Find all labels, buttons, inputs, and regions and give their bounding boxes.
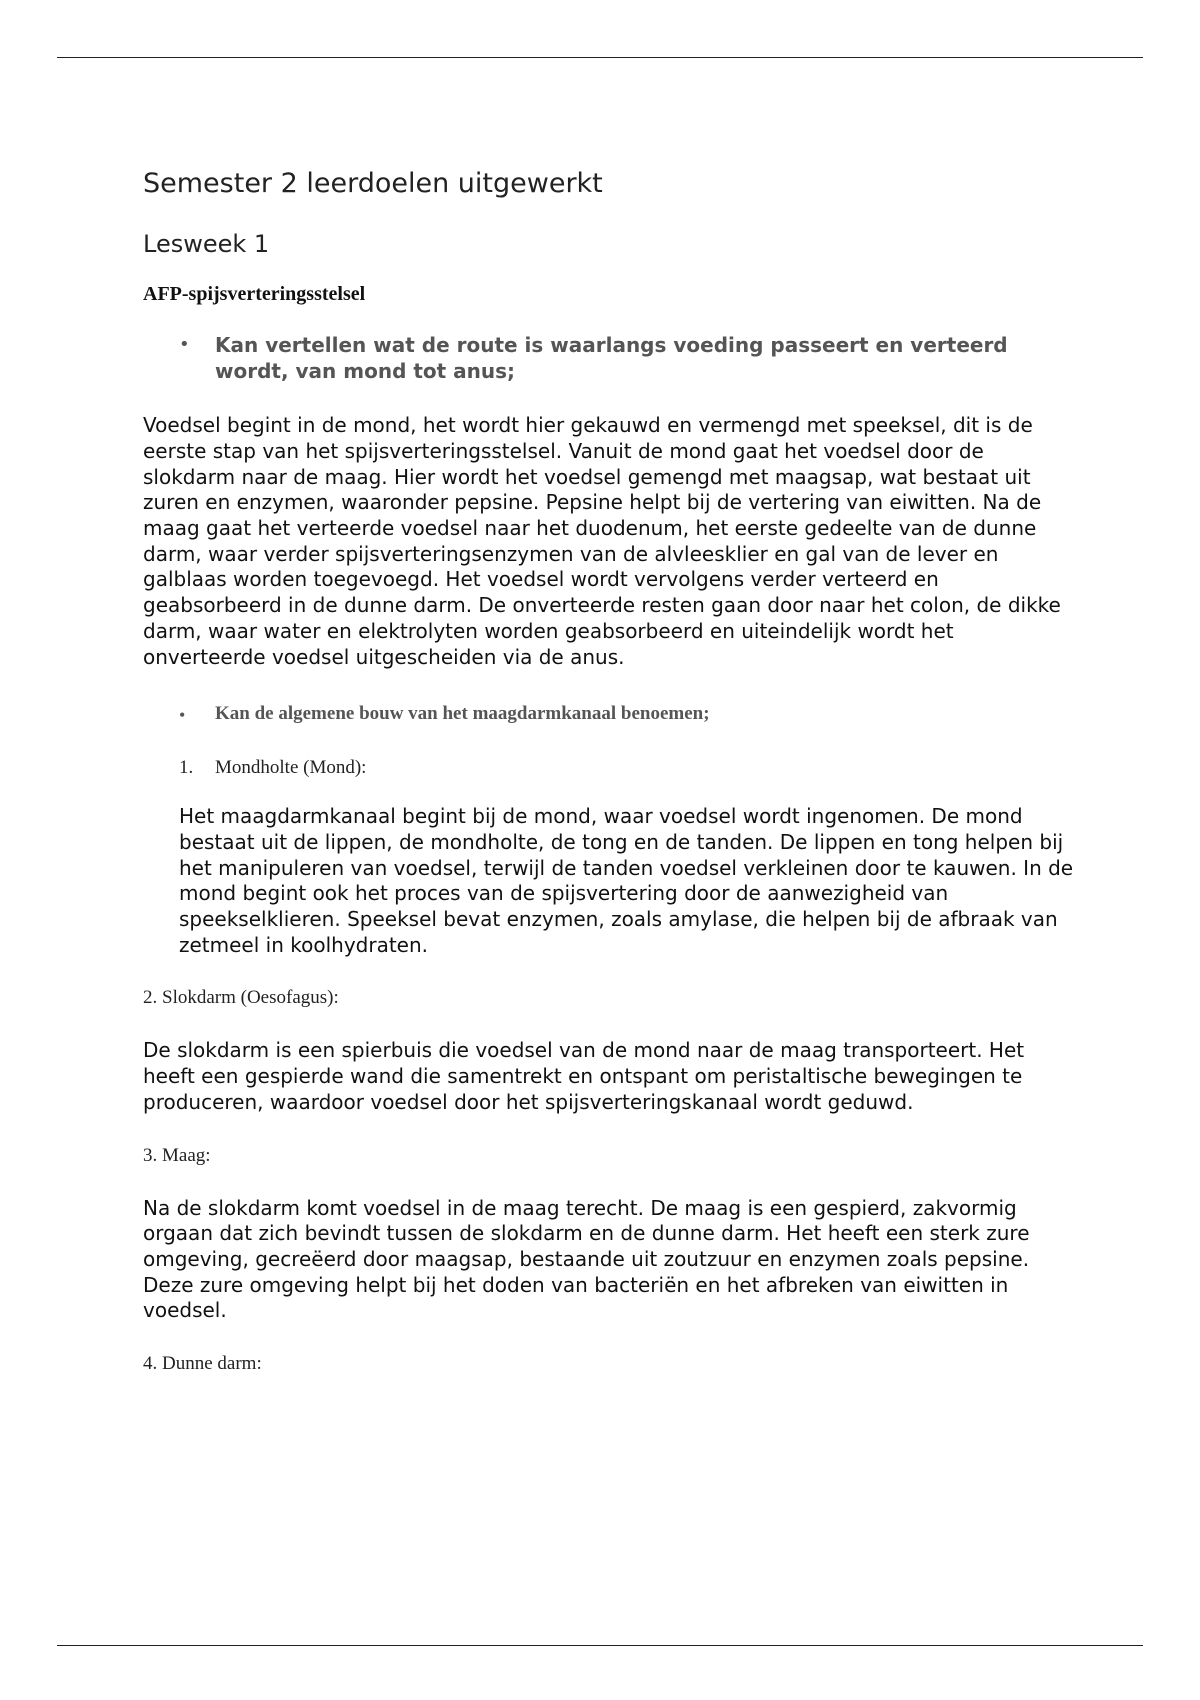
learning-goal-2-text: Kan de algemene bouw van het maagdarmkanaal benoemen; — [215, 703, 710, 725]
slokdarm-heading: 2. Slokdarm (Oesofagus): — [143, 987, 339, 1009]
slokdarm-paragraph: De slokdarm is een spierbuis die voedsel van de mond naar de maag transporteert. Het heeft een gespierde wand die samentrekt en ontspant om peristaltische bewegingen te produceren, waardoor voedsel door het spijsverteringskanaal wordt geduwd. — [143, 1038, 1025, 1114]
learning-goal-2 — [179, 702, 1073, 728]
list-item-number: 1. — [179, 757, 194, 779]
route-paragraph: Voedsel begint in de mond, het wordt hier gekauwd en vermengd met speeksel, dit is de eerste stap van het spijsverteringsstelsel. Vanuit de mond gaat het voedsel door de slokdarm naar de maag. Hier wordt het voedsel gemengd met maagsap, wat bestaat uit zuren en enzymen, waaronder pepsine. Pepsine helpt bij de vertering van eiwitten. Na de maag gaat het verteerde voedsel naar het duodenum, het eerste gedeelte van de dunne darm, waar verder spijsverteringsenzymen van de alvleesklier en gal van de lever en galblaas worden toegevoegd. Het voedsel wordt vervolgens verder verteerd en geabsorbeerd in de dunne darm. De onverteerde resten gaan door naar het colon, de dikke darm, waar water en elektrolyten worden geabsorbeerd en uiteindelijk wordt het onverteerde voedsel uitgescheiden via de anus. — [143, 413, 1061, 669]
learning-goal-1-text: Kan vertellen wat de route is waarlangs voeding passeert en verteerd wordt, van mond tot anus; — [215, 333, 1008, 384]
week-heading: Lesweek 1 — [143, 230, 270, 259]
bullet-icon: • — [179, 705, 186, 726]
list-item-mondholte — [179, 756, 1073, 780]
document-body — [143, 160, 1073, 1376]
dunne-darm-heading: 4. Dunne darm: — [143, 1353, 262, 1375]
maag-paragraph: Na de slokdarm komt voedsel in de maag terecht. De maag is een gespierd, zakvormig orgaan dat zich bevindt tussen de slokdarm en de dunne darm. Het heeft een sterk zure omgeving, gecreëerd door maagsap, bestaande uit zoutzuur en enzymen zoals pepsine. Deze zure omgeving helpt bij het doden van bacteriën en het afbreken van eiwitten in voedsel. — [143, 1195, 1030, 1323]
list-item-heading: Mondholte (Mond): — [215, 757, 367, 779]
learning-goal-1 — [179, 332, 1073, 384]
maag-heading: 3. Maag: — [143, 1144, 211, 1166]
section-heading: AFP-spijsverteringsstelsel — [143, 283, 366, 306]
bullet-icon: • — [179, 334, 190, 356]
bottom-page-rule — [57, 1645, 1143, 1646]
document-title: Semester 2 leerdoelen uitgewerkt — [143, 168, 603, 199]
mondholte-paragraph: Het maagdarmkanaal begint bij de mond, waar voedsel wordt ingenomen. De mond bestaat uit de lippen, de mondholte, de tong en de tanden. De lippen en tong helpen bij het manipuleren van voedsel, terwijl de tanden voedsel verkleinen door te kauwen. In de mond begint ook het proces van de spijsvertering door de aanwezigheid van speekselklieren. Speeksel bevat enzymen, zoals amylase, die helpen bij de afbraak van zetmeel in koolhydraten. — [179, 804, 1074, 957]
top-page-rule — [57, 57, 1143, 58]
